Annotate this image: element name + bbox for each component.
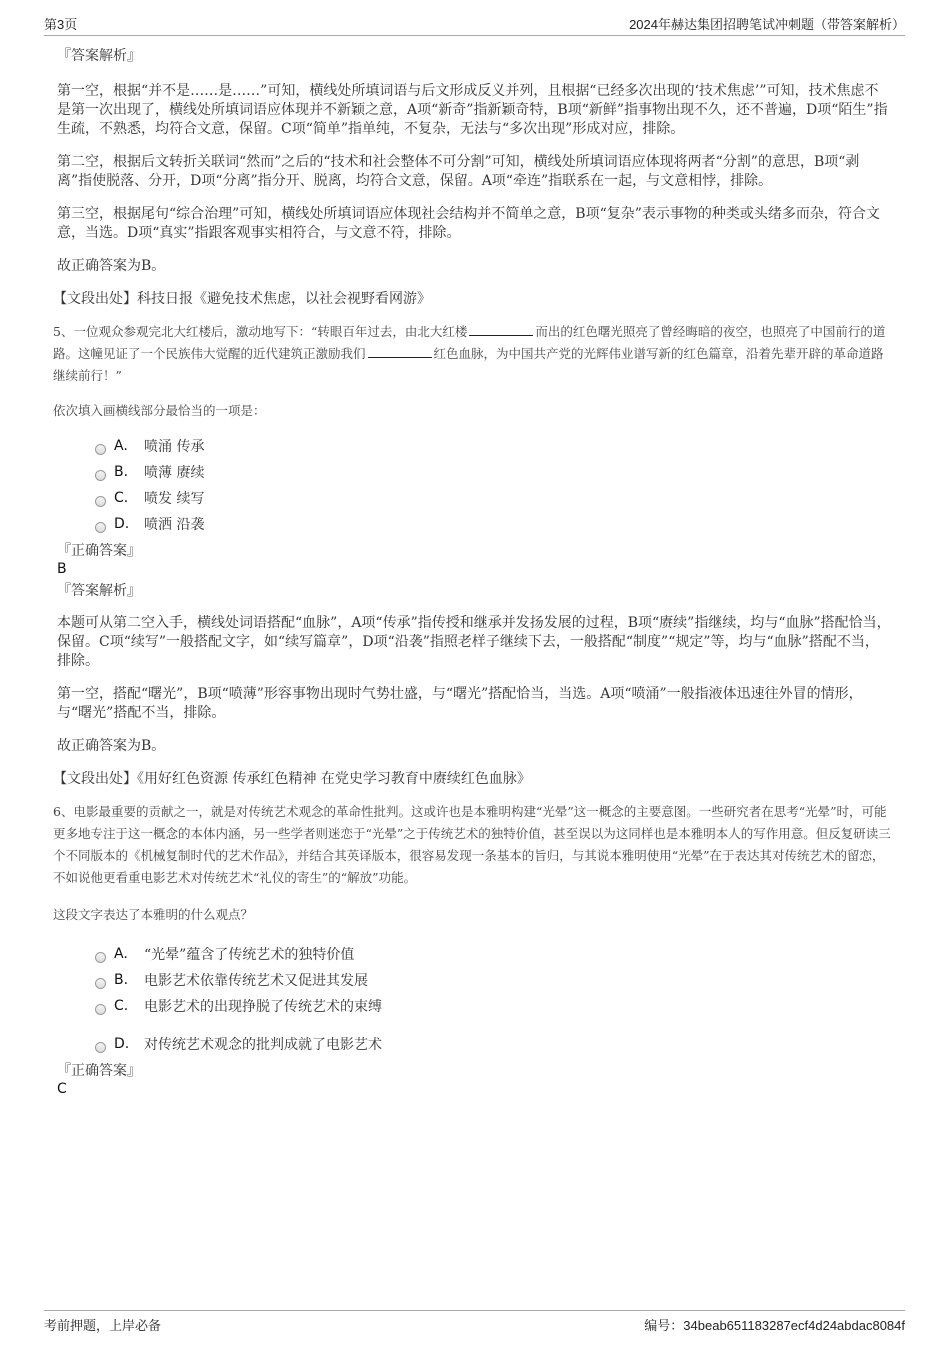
page-content: [53, 44, 892, 1097]
radio-button-icon[interactable]: [95, 978, 106, 989]
option-letter: B.: [114, 464, 129, 480]
correct-answer-label: 『正确答案』: [57, 543, 141, 559]
option-a[interactable]: [57, 433, 892, 459]
option-b[interactable]: [57, 967, 892, 993]
stem-part: 而出的红色曙光照亮了曾经晦暗的夜空，也照亮了中国前行的道路。这幢见证了一个民族伟大觉醒的近代建筑正激励我们: [53, 324, 886, 361]
option-letter: B.: [114, 972, 129, 988]
radio-button-icon[interactable]: [95, 522, 106, 533]
document-title: 2024年赫达集团招聘笔试冲刺题（带答案解析）: [629, 17, 905, 32]
option-b[interactable]: [57, 459, 892, 485]
option-d[interactable]: [57, 1031, 892, 1057]
option-letter: A.: [114, 438, 128, 454]
document-serial: 编号：34beab651183287ecf4d24abdac8084f: [644, 1318, 905, 1333]
option-text: 电影艺术依靠传统艺术又促进其发展: [144, 973, 368, 989]
conclusion: 故正确答案为B。: [57, 258, 166, 274]
radio-button-icon[interactable]: [95, 952, 106, 963]
analysis-paragraph: 本题可从第二空入手，横线处词语搭配“血脉”，A项“传承”指传授和继承并发扬发展的过程，B项“赓续”指继续，均与“血脉”搭配恰当，保留。C项“续写”一般搭配文字，如“续写篇章”，D项“沿袭”指照老样子继续下去，一般搭配“制度”“规定”等，均与“血脉”搭配不当，排除。: [57, 615, 891, 669]
page-header: [44, 13, 905, 36]
question-6-options: [57, 941, 892, 1057]
analysis-paragraph: 第一空，根据“并不是……是……”可知，横线处所填词语与后文形成反义并列，且根据“已经多次出现的‘技术焦虑’”可知，技术焦虑不是第一次出现了，横线处所填词语应体现并不新颖之意，A项“新奇”指新颖奇特，B项“新鲜”指事物出现不久，还不普遍，D项“陌生”指生疏，不熟悉，均符合文意，保留。C项“简单”指单纯，不复杂，无法与“多次出现”形成对应，排除。: [57, 83, 888, 137]
correct-answer-value: C: [57, 1081, 67, 1097]
question-6-prompt: 这段文字表达了本雅明的什么观点？: [53, 907, 254, 922]
radio-button-icon[interactable]: [95, 470, 106, 481]
option-letter: C.: [114, 490, 129, 506]
question-5-prompt: 依次填入画横线部分最恰当的一项是：: [53, 403, 266, 418]
analysis-paragraph: 第二空，根据后文转折关联词“然而”之后的“技术和社会整体不可分割”可知，横线处所填词语应体现将两者“分割”的意思，B项“剥离”指使脱落、分开，D项“分离”指分开、脱离，均符合文意，保留。A项“牵连”指联系在一起，与文意相悖，排除。: [57, 154, 860, 189]
option-text: 喷薄 赓续: [144, 465, 205, 481]
option-text: 电影艺术的出现挣脱了传统艺术的束缚: [144, 999, 382, 1015]
fill-blank-1: [469, 323, 533, 336]
option-text: 喷发 续写: [144, 491, 205, 507]
option-d[interactable]: [57, 511, 892, 537]
page-footer: [44, 1310, 905, 1334]
answer-analysis-label: 『答案解析』: [57, 48, 141, 64]
analysis-paragraph: 第一空，搭配“曙光”，B项“喷薄”形容事物出现时气势壮盛，与“曙光”搭配恰当，当选。A项“喷涌”一般指液体迅速往外冒的情形，与“曙光”搭配不当，排除。: [57, 686, 863, 721]
source-citation: 【文段出处】科技日报《避免技术焦虑，以社会视野看网游》: [53, 291, 431, 307]
conclusion: 故正确答案为B。: [57, 738, 166, 754]
radio-button-icon[interactable]: [95, 496, 106, 507]
option-text: 喷涌 传承: [144, 439, 205, 455]
correct-answer-value: B: [57, 561, 67, 577]
source-citation: 【文段出处】《用好红色资源 传承红色精神 在党史学习教育中赓续红色血脉》: [53, 771, 531, 787]
answer-analysis-label: 『答案解析』: [57, 583, 141, 599]
radio-button-icon[interactable]: [95, 1042, 106, 1053]
option-letter: D.: [114, 1036, 130, 1052]
option-a[interactable]: [57, 941, 892, 967]
option-letter: C.: [114, 998, 129, 1014]
fill-blank-2: [368, 345, 432, 358]
option-text: 对传统艺术观念的批判成就了电影艺术: [144, 1037, 382, 1053]
option-c[interactable]: [57, 993, 892, 1019]
question-6-stem: 6、电影最重要的贡献之一，就是对传统艺术观念的革命性批判。这或许也是本雅明构建“光晕”这一概念的主要意图。一些研究者在思考“光晕”时，可能更多地专注于这一概念的本体内涵，另一些学者则迷恋于“光晕”之于传统艺术的独特价值，甚至误以为这同样也是本雅明本人的写作用意。但反复研读三个不同版本的《机械复制时代的艺术作品》，并结合其英译版本，很容易发现一条基本的旨归，与其说本雅明使用“光晕”在于表达其对传统艺术的留恋，不如说他更看重电影艺术对传统艺术“礼仪的寄生”的“解放”功能。: [53, 804, 891, 885]
option-c[interactable]: [57, 485, 892, 511]
option-text: 喷洒 沿袭: [144, 517, 205, 533]
option-text: “光晕”蕴含了传统艺术的独特价值: [144, 947, 355, 963]
footer-slogan: 考前押题，上岸必备: [44, 1318, 162, 1333]
correct-answer-label: 『正确答案』: [57, 1063, 141, 1079]
stem-part: 5、一位观众参观完北大红楼后，激动地写下：“转眼百年过去，由北大红楼: [53, 324, 468, 339]
option-letter: A.: [114, 946, 128, 962]
question-5-stem: [53, 321, 892, 387]
option-letter: D.: [114, 516, 130, 532]
page-number: 第3页: [44, 17, 78, 32]
stem-part: 红色血脉，为中国共产党的光辉伟业谱写新的红色篇章，沿着先辈开辟的革命道路继续前行！”: [53, 346, 884, 383]
analysis-paragraph: 第三空，根据尾句“综合治理”可知，横线处所填词语应体现社会结构并不简单之意，B项“复杂”表示事物的种类或头绪多而杂，符合文意，当选。D项“真实”指跟客观事实相符合，与文意不符，排除。: [57, 206, 880, 241]
radio-button-icon[interactable]: [95, 444, 106, 455]
radio-button-icon[interactable]: [95, 1004, 106, 1015]
question-5-options: [57, 433, 892, 537]
